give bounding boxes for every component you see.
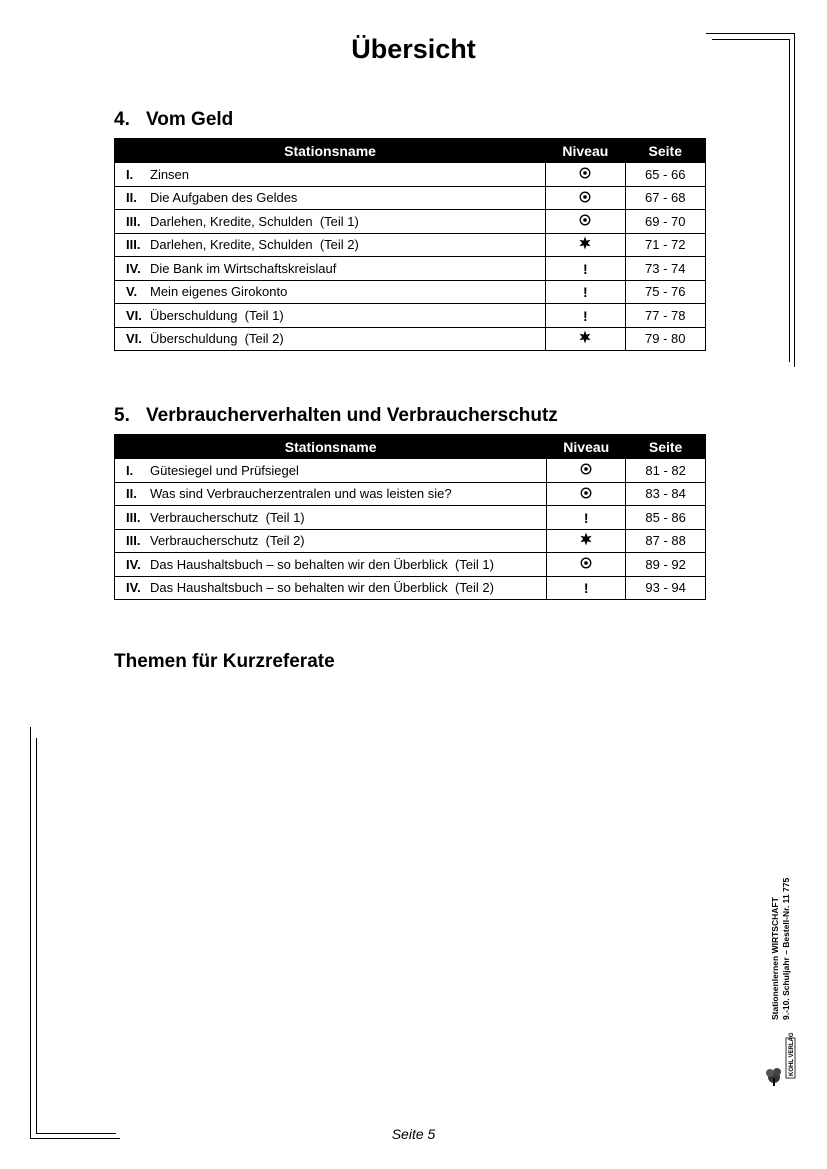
station-name-cell	[115, 257, 546, 281]
station-roman-numeral: II.	[126, 190, 137, 206]
station-roman-numeral: III.	[126, 213, 141, 229]
station-name: Darlehen, Kredite, Schulden (Teil 1)	[150, 213, 359, 229]
page-title: Übersicht	[351, 34, 476, 64]
seite-cell: 77 - 78	[625, 304, 705, 328]
niveau-cell	[547, 482, 626, 506]
stations-table-vom-geld	[114, 138, 706, 351]
station-roman-numeral: I.	[126, 462, 134, 478]
seite-cell: 71 - 72	[625, 233, 705, 257]
station-name-cell	[115, 280, 546, 304]
station-roman-numeral: VI.	[126, 331, 142, 347]
station-name-cell	[115, 553, 547, 577]
kurzreferate-heading: Themen für Kurzreferate	[114, 651, 335, 672]
exclamation-icon: !	[583, 307, 588, 324]
station-name-cell	[115, 327, 546, 351]
station-name: Gütesiegel und Prüfsiegel	[150, 462, 299, 478]
station-roman-numeral: V.	[126, 284, 138, 300]
section-number: 4.	[114, 109, 130, 130]
publisher-info	[770, 820, 808, 1020]
exclamation-icon: !	[583, 284, 588, 301]
seite-cell: 65 - 66	[625, 163, 705, 187]
header-niveau: Niveau	[546, 139, 625, 163]
station-name-cell	[115, 459, 547, 483]
table-row	[115, 280, 706, 304]
niveau-cell	[547, 576, 626, 600]
seite-cell: 69 - 70	[625, 210, 705, 234]
table-row	[115, 553, 706, 577]
station-name-cell	[115, 233, 546, 257]
station-name: Das Haushaltsbuch – so behalten wir den Überblick (Teil 2)	[150, 580, 494, 596]
target-icon	[579, 214, 591, 229]
table-row	[115, 529, 706, 553]
table-row	[115, 327, 706, 351]
niveau-cell	[547, 529, 626, 553]
station-name-cell	[115, 482, 547, 506]
frame-line-right-inner	[789, 39, 790, 362]
station-roman-numeral: III.	[126, 509, 141, 525]
station-name: Das Haushaltsbuch – so behalten wir den Überblick (Teil 1)	[150, 556, 494, 572]
seite-cell: 73 - 74	[625, 257, 705, 281]
station-name: Darlehen, Kredite, Schulden (Teil 2)	[150, 237, 359, 253]
station-name: Überschuldung (Teil 1)	[150, 307, 284, 323]
seite-cell: 89 - 92	[626, 553, 706, 577]
niveau-cell	[547, 506, 626, 530]
station-roman-numeral: IV.	[126, 260, 141, 276]
table-row	[115, 482, 706, 506]
table-row	[115, 257, 706, 281]
table-row	[115, 304, 706, 328]
niveau-cell	[546, 304, 625, 328]
seite-cell: 81 - 82	[626, 459, 706, 483]
exclamation-icon: !	[583, 580, 589, 597]
station-name: Was sind Verbraucherzentralen und was leisten sie?	[150, 486, 452, 502]
station-name: Verbraucherschutz (Teil 1)	[150, 509, 305, 525]
star-icon	[578, 236, 592, 253]
target-icon	[580, 463, 592, 478]
table-header-row	[115, 139, 706, 163]
station-name: Zinsen	[150, 166, 190, 182]
station-name: Verbraucherschutz (Teil 2)	[150, 533, 305, 549]
section-number: 5.	[114, 405, 130, 426]
niveau-cell	[546, 210, 625, 234]
target-icon	[580, 487, 592, 502]
publisher-info-line2: 9.-10. Schuljahr – Bestell-Nr. 11 775	[781, 877, 791, 1020]
seite-cell: 87 - 88	[626, 529, 706, 553]
station-roman-numeral: II.	[126, 486, 137, 502]
station-name: Mein eigenes Girokonto	[150, 284, 288, 300]
seite-cell: 67 - 68	[625, 186, 705, 210]
section-heading-vom-geld	[114, 109, 233, 131]
station-name-cell	[115, 210, 546, 234]
station-name-cell	[115, 304, 546, 328]
station-name-cell	[115, 163, 546, 187]
niveau-cell	[546, 186, 625, 210]
header-seite: Seite	[626, 435, 706, 459]
table-row	[115, 186, 706, 210]
star-icon	[578, 330, 592, 347]
station-roman-numeral: IV.	[126, 556, 141, 572]
frame-line-left-outer	[30, 727, 31, 1139]
page-number: Seite 5	[391, 1126, 436, 1142]
target-icon	[580, 557, 592, 572]
station-name-cell	[115, 186, 546, 210]
seite-cell: 75 - 76	[625, 280, 705, 304]
section-title: Vom Geld	[146, 109, 234, 130]
seite-cell: 83 - 84	[626, 482, 706, 506]
niveau-cell	[546, 257, 625, 281]
station-name-cell	[115, 506, 547, 530]
station-roman-numeral: III.	[126, 533, 141, 549]
niveau-cell	[547, 459, 626, 483]
station-name: Die Bank im Wirtschaftskreislauf	[150, 260, 337, 276]
station-roman-numeral: VI.	[126, 307, 142, 323]
target-icon	[579, 167, 591, 182]
star-icon	[579, 532, 593, 549]
exclamation-icon: !	[583, 509, 589, 526]
niveau-cell	[546, 280, 625, 304]
target-icon	[579, 191, 591, 206]
niveau-cell	[547, 553, 626, 577]
stations-table-verbraucherverhalten	[114, 434, 706, 600]
header-seite: Seite	[625, 139, 705, 163]
publisher-logo	[762, 1020, 802, 1090]
station-name: Die Aufgaben des Geldes	[150, 190, 298, 206]
station-name-cell	[115, 529, 547, 553]
table-row	[115, 459, 706, 483]
publisher-info-line1: Stationenlernen WIRTSCHAFT	[770, 897, 780, 1020]
frame-line-left-inner	[36, 738, 37, 1134]
frame-line-top-outer	[706, 33, 794, 34]
station-roman-numeral: IV.	[126, 580, 141, 596]
table-row	[115, 210, 706, 234]
header-niveau: Niveau	[547, 435, 626, 459]
station-roman-numeral: I.	[126, 166, 134, 182]
niveau-cell	[546, 163, 625, 187]
header-stationsname: Stationsname	[115, 435, 547, 459]
section-title: Verbraucherverhalten und Verbraucherschutz	[146, 405, 558, 426]
station-roman-numeral: III.	[126, 237, 141, 253]
frame-line-top-inner	[712, 39, 789, 40]
seite-cell: 85 - 86	[626, 506, 706, 530]
table-row	[115, 233, 706, 257]
table-row	[115, 506, 706, 530]
table-header-row	[115, 435, 706, 459]
seite-cell: 79 - 80	[625, 327, 705, 351]
section-heading-verbraucherverhalten	[114, 405, 558, 427]
seite-cell: 93 - 94	[626, 576, 706, 600]
station-name-cell	[115, 576, 547, 600]
header-stationsname: Stationsname	[115, 139, 546, 163]
frame-line-right-outer	[794, 33, 795, 367]
logo-text: KOHL VERLAG	[789, 1032, 795, 1076]
table-row	[115, 163, 706, 187]
tree-icon	[766, 1068, 781, 1086]
exclamation-icon: !	[583, 260, 588, 277]
station-name: Überschuldung (Teil 2)	[150, 331, 284, 347]
niveau-cell	[546, 233, 625, 257]
niveau-cell	[546, 327, 625, 351]
table-row	[115, 576, 706, 600]
